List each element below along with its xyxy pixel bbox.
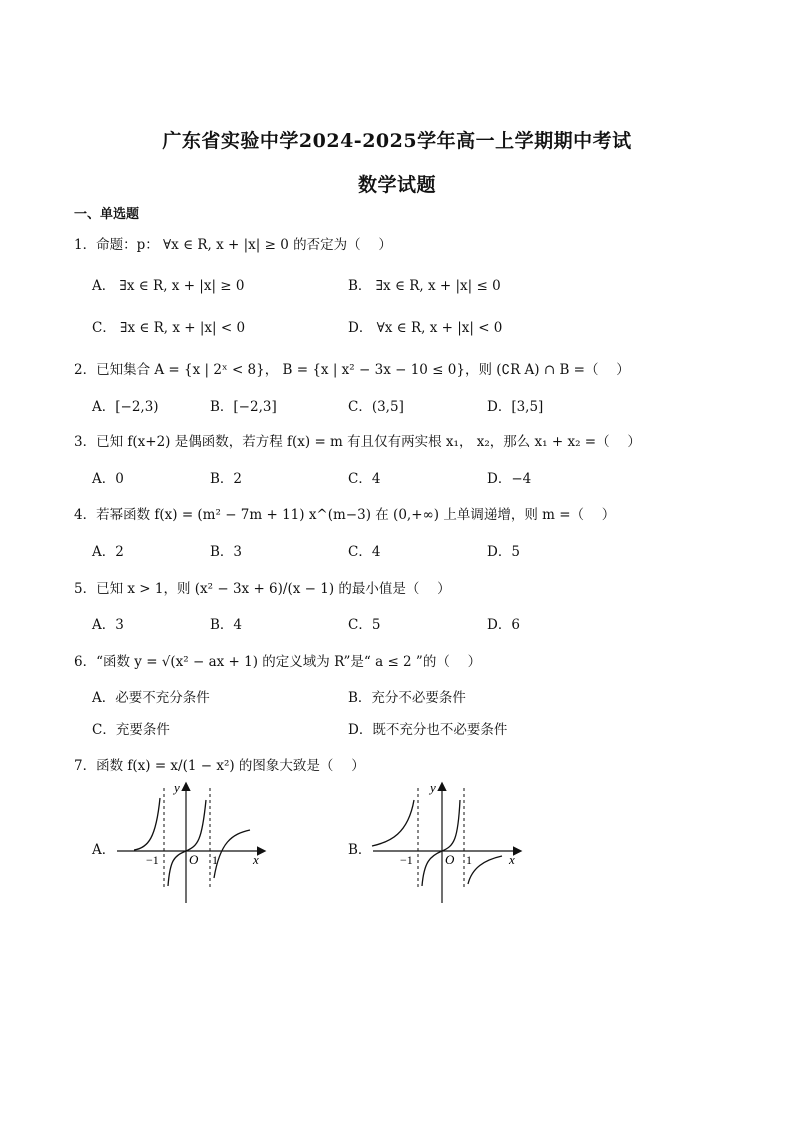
option-b: B．充分不必要条件: [348, 690, 466, 706]
option-b: B．4: [210, 617, 243, 633]
tick-label-one: 1: [466, 853, 472, 867]
option-a: A．必要不充分条件: [92, 690, 210, 706]
question-stem: 7．函数 f(x) = x/(1 − x²) 的图象大致是（ ）: [74, 758, 365, 774]
tick-label-neg-one: −1: [400, 853, 413, 867]
origin-label: O: [189, 852, 199, 867]
curve-middle: [422, 800, 460, 886]
option-b: B． ∃x ∈ R, x + |x| ≤ 0: [348, 278, 501, 294]
option-c: C．(3,5]: [348, 399, 404, 415]
question-stem: 3．已知 f(x+2) 是偶函数，若方程 f(x) = m 有且仅有两实根 x₁， x₂，那么 x₁ + x₂ =（ ）: [74, 434, 641, 450]
option-d: D．6: [487, 617, 520, 633]
option-a: A．2: [92, 544, 124, 560]
option-c: C．4: [348, 544, 381, 560]
question-stem: 4．若幂函数 f(x) = (m² − 7m + 11) x^(m−3) 在 (0,+∞) 上单调递增，则 m =（ ）: [74, 507, 616, 523]
question-stem: 2．已知集合 A = {x | 2ˣ < 8}， B = {x | x² − 3x − 10 ≤ 0}，则 (∁R A) ∩ B =（ ）: [74, 362, 630, 378]
curve-right: [468, 856, 502, 884]
option-d: D．[3,5]: [487, 399, 544, 415]
option-d: D．−4: [487, 471, 532, 487]
axis-label-y: y: [174, 780, 180, 795]
option-a: A．[−2,3): [92, 399, 159, 415]
question-stem: 6．“函数 y = √(x² − ax + 1) 的定义域为 R”是“ a ≤ 2 ”的（ ）: [74, 654, 482, 670]
curve-middle: [168, 800, 206, 886]
question-stem: 5．已知 x > 1，则 (x² − 3x + 6)/(x − 1) 的最小值是（ ）: [74, 581, 451, 597]
curve-right: [214, 830, 250, 878]
option-b: B．: [348, 842, 372, 858]
page-title: 广东省实验中学2024-2025学年高一上学期期中考试: [162, 130, 632, 152]
option-c: C．5: [348, 617, 381, 633]
option-b: B．2: [210, 471, 243, 487]
question-stem: 1．命题：p： ∀x ∈ R, x + |x| ≥ 0 的否定为（ ）: [74, 237, 392, 253]
option-a: A．3: [92, 617, 124, 633]
curve-left: [372, 800, 414, 846]
tick-label-neg-one: −1: [146, 853, 159, 867]
option-d: D．既不充分也不必要条件: [348, 722, 508, 738]
page-subtitle: 数学试题: [357, 174, 436, 196]
graph-option-b: [368, 778, 528, 908]
option-a: A．0: [92, 471, 124, 487]
axis-label-x: x: [253, 852, 259, 867]
origin-label: O: [445, 852, 455, 867]
tick-label-one: 1: [212, 853, 218, 867]
option-c: C．4: [348, 471, 381, 487]
axis-label-y: y: [430, 780, 436, 795]
option-c: C．充要条件: [92, 722, 170, 738]
option-d: D． ∀x ∈ R, x + |x| < 0: [348, 320, 503, 336]
curve-left: [134, 798, 160, 850]
option-b: B．3: [210, 544, 243, 560]
option-a: A．: [92, 842, 116, 858]
graph-option-a: [112, 778, 272, 908]
section-heading: 一、单选题: [74, 207, 140, 222]
axis-label-x: x: [509, 852, 515, 867]
option-b: B．[−2,3]: [210, 399, 277, 415]
option-a: A． ∃x ∈ R, x + |x| ≥ 0: [92, 278, 245, 294]
option-d: D．5: [487, 544, 520, 560]
option-c: C． ∃x ∈ R, x + |x| < 0: [92, 320, 246, 336]
